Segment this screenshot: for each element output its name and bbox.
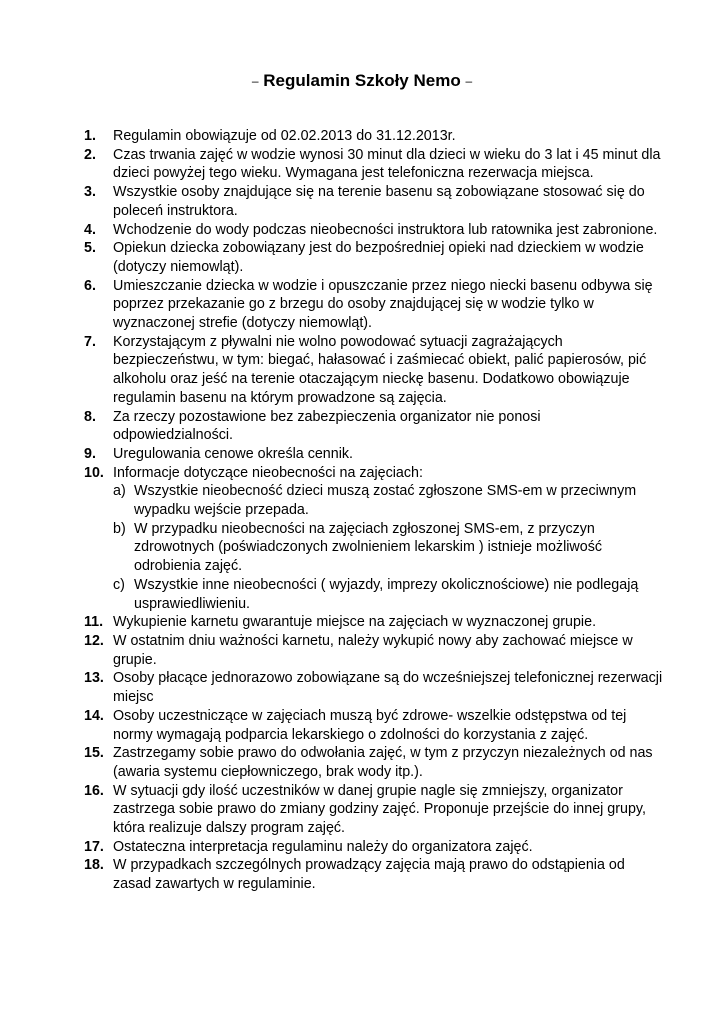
title-text: Regulamin Szkoły Nemo (263, 71, 461, 90)
rule-number: 14. (84, 707, 104, 724)
rule-item (84, 445, 664, 464)
rule-item (84, 333, 664, 408)
rule-item (84, 183, 664, 220)
rule-item (84, 856, 664, 893)
rule-number: 18. (84, 857, 104, 874)
sub-item-letter: a) (113, 483, 126, 500)
rule-text: Wchodzenie do wody podczas nieobecności instruktora lub ratownika jest zabronione. (113, 221, 658, 238)
rule-text: Korzystającym z pływalni nie wolno powodować sytuacji zagrażających bezpieczeństwu, w tym: biegać, hałasować i zaśmiecać obiekt, palić papierosów, pić alkoholu oraz jeść na terenie otaczającym nieckę basenu. Dodatkowo obowiązuje regulamin basenu na którym prowadzone są zajęcia. (113, 333, 647, 406)
rule-item (84, 669, 664, 706)
rule-number: 17. (84, 838, 104, 855)
rule-number: 10. (84, 464, 104, 481)
rules-list (84, 127, 664, 894)
rule-item (84, 239, 664, 276)
sub-item-text: Wszystkie inne nieobecności ( wyjazdy, imprezy okolicznościowe) nie podlegają usprawiedliwieniu. (134, 576, 639, 612)
rule-item (84, 613, 664, 632)
rule-number: 4. (84, 221, 96, 238)
rule-number: 6. (84, 277, 96, 294)
rule-item (84, 127, 664, 146)
rule-number: 16. (84, 782, 104, 799)
sub-item (113, 576, 664, 613)
page-title (0, 69, 724, 93)
rule-item (84, 838, 664, 857)
sub-item (113, 520, 664, 576)
sub-item-letter: c) (113, 576, 125, 593)
rule-text: W ostatnim dniu ważności karnetu, należy wykupić nowy aby zachować miejsce w grupie. (113, 632, 633, 668)
rule-number: 13. (84, 670, 104, 687)
rule-number: 9. (84, 445, 96, 462)
title-dash-right: – (465, 74, 473, 88)
rule-item (84, 782, 664, 838)
rule-number: 3. (84, 184, 96, 201)
rule-text: Wykupienie karnetu gwarantuje miejsce na zajęciach w wyznaczonej grupie. (113, 614, 597, 631)
rule-text: Informacje dotyczące nieobecności na zajęciach: (113, 464, 423, 481)
rule-text: Osoby płacące jednorazowo zobowiązane są do wcześniejszej telefonicznej rezerwacji miejsc (113, 670, 663, 706)
rule-text: Ostateczna interpretacja regulaminu należy do organizatora zajęć. (113, 838, 533, 855)
rule-item (84, 464, 664, 614)
rule-number: 7. (84, 333, 96, 350)
rule-text: W sytuacji gdy ilość uczestników w danej grupie nagle się zmniejszy, organizator zastrzega sobie prawo do zmiany godziny zajęć. Proponuje przejście do innej grupy, która realizuje dalszy program zajęć. (113, 782, 646, 837)
rule-item (84, 744, 664, 781)
rule-text: Opiekun dziecka zobowiązany jest do bezpośredniej opieki nad dzieckiem w wodzie (dotyczy niemowląt). (113, 240, 644, 275)
rule-number: 2. (84, 146, 96, 163)
rule-text: Wszystkie osoby znajdujące się na terenie basenu są zobowiązane stosować się do poleceń instruktora. (113, 184, 645, 219)
rule-text: Za rzeczy pozostawione bez zabezpieczenia organizator nie ponosi odpowiedzialności. (113, 408, 541, 444)
sub-list (113, 482, 664, 613)
rule-number: 8. (84, 408, 96, 425)
sub-item-text: W przypadku nieobecności na zajęciach zgłoszonej SMS-em, z przyczyn zdrowotnych (poświadczonych zwolnieniem lekarskim ) istnieje możliwość odrobienia zajęć. (134, 520, 602, 575)
rule-text: Umieszczanie dziecka w wodzie i opuszczanie przez niego niecki basenu odbywa się poprzez przekazanie go z brzegu do osoby znajdującej się w wodzie tylko w wyznaczonej strefie (dotyczy niemowląt). (113, 277, 653, 332)
sub-item-letter: b) (113, 520, 126, 537)
rule-number: 11. (84, 614, 104, 631)
rule-item (84, 707, 664, 744)
rule-item (84, 221, 664, 240)
rule-text: Czas trwania zajęć w wodzie wynosi 30 minut dla dzieci w wieku do 3 lat i 45 minut dla dzieci powyżej tego wieku. Wymagana jest telefoniczna rezerwacja miejsca. (113, 146, 661, 182)
title-dash-left: – (251, 74, 259, 88)
rule-text: W przypadkach szczególnych prowadzący zajęcia mają prawo do odstąpienia od zasad zawartych w regulaminie. (113, 857, 625, 893)
rule-item (84, 146, 664, 183)
rule-item (84, 277, 664, 333)
rule-item (84, 408, 664, 445)
rule-number: 12. (84, 632, 104, 649)
rule-text: Zastrzegamy sobie prawo do odwołania zajęć, w tym z przyczyn niezależnych od nas (awaria systemu ciepłowniczego, brak wody itp.). (113, 745, 653, 780)
rule-text: Osoby uczestniczące w zajęciach muszą być zdrowe- wszelkie odstępstwa od tej normy wymagają podparcia lekarskiego o zdolności do korzystania z zajęć. (113, 707, 627, 743)
sub-item-text: Wszystkie nieobecność dzieci muszą zostać zgłoszone SMS-em w przeciwnym wypadku wejście przepada. (134, 483, 637, 519)
sub-item (113, 482, 664, 519)
rule-number: 15. (84, 745, 104, 762)
rule-text: Uregulowania cenowe określa cennik. (113, 445, 354, 462)
rule-text: Regulamin obowiązuje od 02.02.2013 do 31.12.2013r. (113, 128, 456, 144)
rule-item (84, 632, 664, 669)
rule-number: 1. (84, 128, 96, 144)
rule-number: 5. (84, 240, 96, 257)
